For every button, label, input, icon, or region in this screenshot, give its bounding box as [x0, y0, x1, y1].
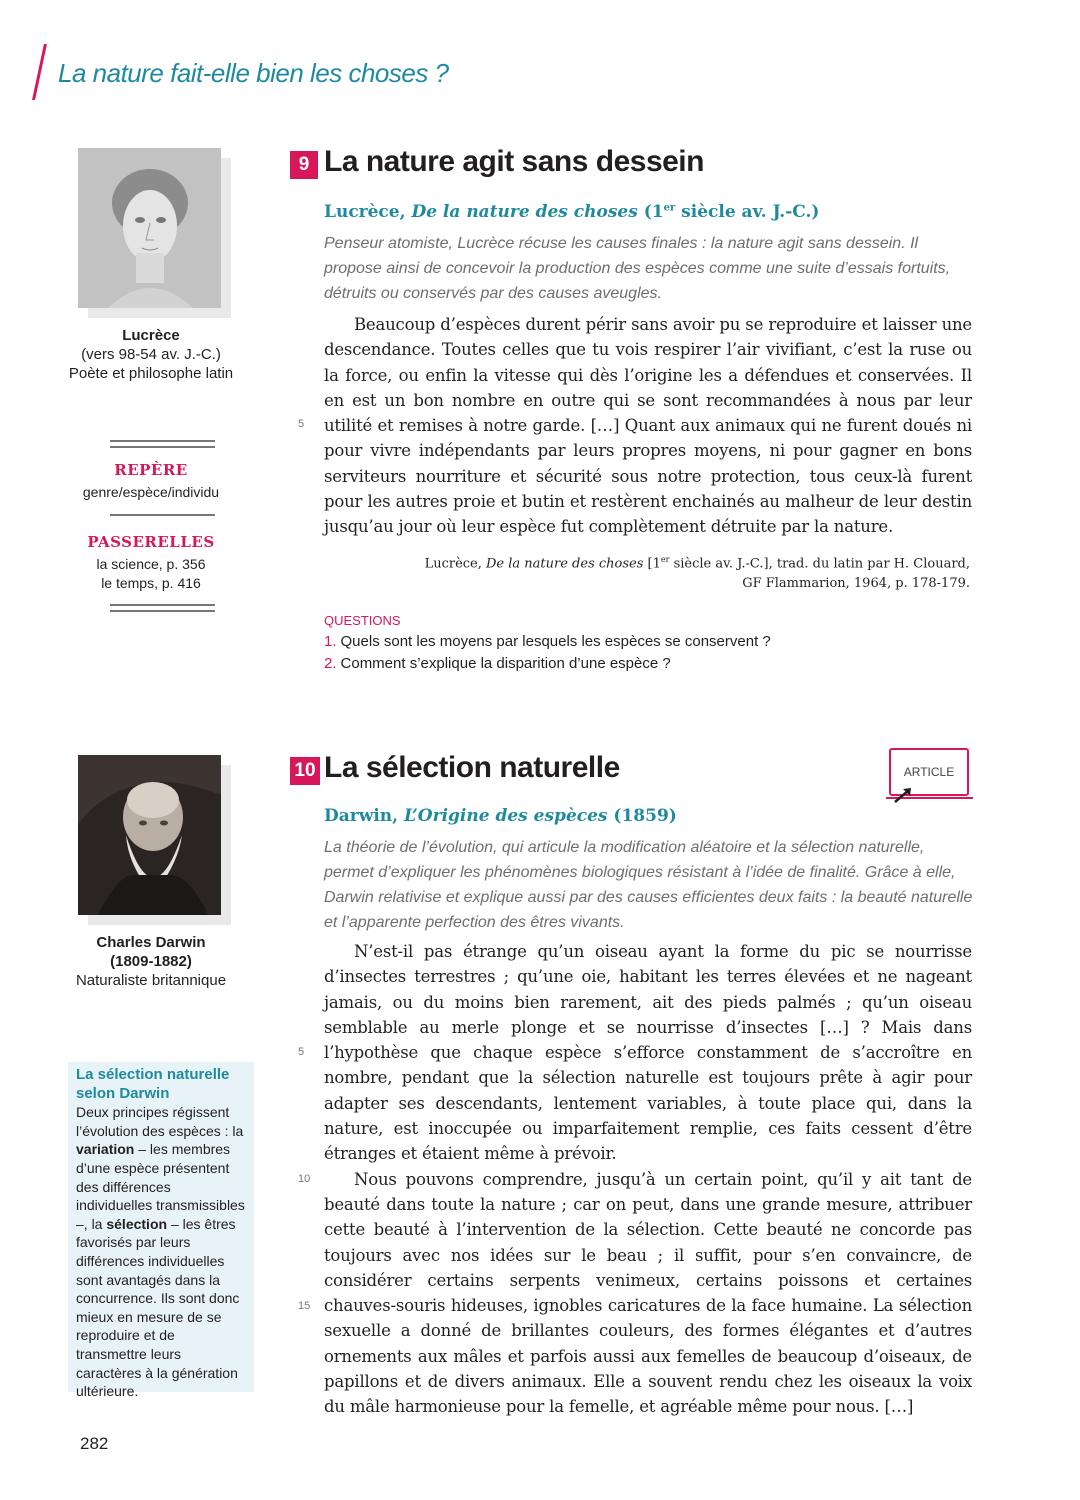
lucrece-dates: (vers 98-54 av. J.-C.): [81, 346, 221, 363]
question-number: 2.: [324, 655, 337, 672]
section-body: [324, 939, 972, 1420]
ref-date-sup: er: [660, 555, 670, 564]
arrow-icon: [893, 786, 915, 804]
section-intro: Penseur atomiste, Lucrèce récuse les causes finales : la nature agit sans dessein. Il propose ainsi de concevoir la production des espèces comme une suite d’essais fortuits, détruits ou conservés par des causes aveugles.: [324, 235, 951, 302]
darwin-role: Naturaliste britannique: [75, 972, 227, 989]
ref-rest: siècle av. J.-C.], trad. du latin par H. Clouard,: [669, 556, 970, 572]
lucrece-portrait: [78, 148, 221, 308]
page-number: 282: [80, 1434, 109, 1453]
questions-heading: QUESTIONS: [324, 613, 401, 628]
passerelles-list: [66, 555, 236, 593]
note-term-selection: sélection: [106, 1215, 168, 1232]
body-paragraph: Nous pouvons comprendre, jusqu’à un certain point, qu’il y ait tant de beauté dans toute la nature ; car on peut, dans une grande mesure, attribuer cette beauté à l’intervention de la sélection. Cette beauté ne concorde pas toujours avec nos idées sur le beau ; il suffit, pour s’en convaincre, de considérer certains serpents venimeux, certains poissons et certaines chauves-souris hideuses, ignobles caricatures de la face humaine. La sélection sexuelle a donné de brillantes couleurs, des formes élégantes et d’autres ornements aux mâles et parfois aussi aux femelles de beaucoup d’oiseaux, de papillons et de divers animaux. Elle a souvent rendu chez les oiseaux la voix du mâle harmonieuse pour la femelle, et agréable même pour nous. […]: [324, 1169, 972, 1417]
passerelles-label: PASSERELLES: [87, 533, 215, 551]
body-paragraph: N’est-il pas étrange qu’un oiseau ayant la forme du pic se nourrisse d’insectes terrestres ; qu’une oie, habitant les terres élevées et ne nageant jamais, ou du moins bien rarement, ait des pieds palmés ; qu’un oiseau semblable au merle plonge et se nourrisse d’insectes […] ? Mais dans l’hypothèse que chaque espèce s’efforce constamment de s’accroître en nombre, pendant que la sélection naturelle est toujours prête à agir pour adapter ses descendants, lentement variables, à toute place qui, dans la nature, est inoccupée ou imparfaitement remplie, ces faits cessent d’être étranges et étaient même à prévoir.: [324, 942, 972, 1164]
chapter-title: La nature fait-elle bien les choses ?: [58, 58, 449, 88]
darwin-caption: [66, 933, 236, 990]
note-text-part: – les êtres favorisés par leurs différences individuelles sont avantagés dans la concurrence. Ils sont donc mieux en mesure de se reproduire et de transmettre leurs caractères à la génération ultérieure.: [76, 1215, 240, 1400]
section-body: [324, 312, 972, 540]
source-author: Lucrèce,: [324, 202, 406, 222]
sidebar-rule-top: [110, 440, 215, 448]
bust-image: [78, 148, 221, 308]
note-text: [76, 1103, 246, 1401]
ref-work: De la nature des choses: [486, 556, 644, 572]
line-number: 15: [298, 1300, 311, 1312]
question-item: [324, 633, 771, 650]
darwin-portrait: [78, 755, 221, 915]
line-number: 10: [298, 1173, 311, 1185]
ref-author: Lucrèce,: [424, 556, 486, 572]
section-title: La nature agit sans dessein: [324, 145, 704, 178]
section-number-badge: 9: [290, 151, 318, 179]
line-number: 5: [298, 418, 305, 430]
source-work: L’Origine des espèces: [404, 806, 608, 826]
definition-note-box: [68, 1062, 254, 1400]
passerelle-link[interactable]: la science, p. 356: [96, 556, 206, 572]
note-title: La sélection naturelle selon Darwin: [76, 1066, 230, 1102]
source-work: De la nature des choses: [411, 202, 638, 222]
darwin-name: Charles Darwin: [96, 934, 206, 951]
note-term-variation: variation: [76, 1141, 135, 1158]
photo-image: [78, 755, 221, 915]
body-paragraph: Beaucoup d’espèces durent périr sans avoir pu se reproduire et laisser une descendance. Toutes celles que tu vois respirer l’air vivifiant, c’est la ruse ou la force, ou enfin la vitesse qui dès l’origine les a défendues et conservées. Il en est un bon nombre en outre qui se sont recommandées à nous par leur utilité et remises à notre garde. […] Quant aux animaux qui ne furent doués ni pour vivre indépendants par leurs propres moyens, ni pour gagner en bons serviteurs nourriture et sécurité sous notre protection, tous ceux-là furent pour les autres proie et butin et restèrent enchainés au malheur de leur destin jusqu’au jour où leur espèce fut complètement détruite par la nature.: [324, 315, 972, 537]
lucrece-caption: [66, 326, 236, 383]
bibliographic-reference: [410, 550, 970, 594]
question-text: Comment s’explique la disparition d’une espèce ?: [340, 655, 671, 672]
ref-publisher: GF Flammarion, 1964, p. 178-179.: [742, 576, 970, 592]
question-text: Quels sont les moyens par lesquels les espèces se conservent ?: [340, 633, 771, 650]
line-number: 5: [298, 1046, 305, 1058]
sidebar-rule-middle: [110, 514, 215, 516]
lucrece-role: Poète et philosophe latin: [68, 365, 234, 382]
repere-text: genre/espèce/individu: [82, 484, 220, 500]
source-date-prefix: (1: [643, 202, 664, 222]
source-line: [324, 202, 819, 222]
question-item: [324, 655, 671, 672]
source-line: [324, 806, 677, 826]
note-text-part: – les membres d’une espèce présentent des différences individuelles transmissibles –, la: [76, 1141, 245, 1232]
darwin-dates: (1809-1882): [110, 953, 192, 970]
section-intro: La théorie de l’évolution, qui articule la modification aléatoire et la sélection naturelle, permet d’expliquer les phénomènes biologiques résistant à l’idée de finalité. Grâce à elle, Darwin relativise et explique aussi par des causes efficientes deux faits : la beauté naturelle et l’apparente perfection des êtres vivants.: [324, 839, 973, 931]
passerelle-link[interactable]: le temps, p. 416: [101, 575, 201, 591]
note-text-part: Deux principes régissent l’évolution des espèces : la: [76, 1104, 244, 1139]
section-title: La sélection naturelle: [324, 751, 620, 784]
repere-label: REPÈRE: [114, 461, 188, 479]
source-date-sup: er: [663, 202, 676, 214]
source-date: (1859): [613, 806, 677, 826]
source-date-suffix: siècle av. J.-C.): [675, 202, 820, 222]
source-author: Darwin,: [324, 806, 399, 826]
header-slash-decoration: [32, 44, 47, 100]
section-number-badge: 10: [290, 757, 320, 785]
question-number: 1.: [324, 633, 337, 650]
lucrece-name: Lucrèce: [122, 327, 180, 344]
ref-date-prefix: [1: [643, 556, 661, 572]
article-tag[interactable]: ARTICLE: [889, 748, 969, 796]
sidebar-rule-bottom: [110, 604, 215, 612]
